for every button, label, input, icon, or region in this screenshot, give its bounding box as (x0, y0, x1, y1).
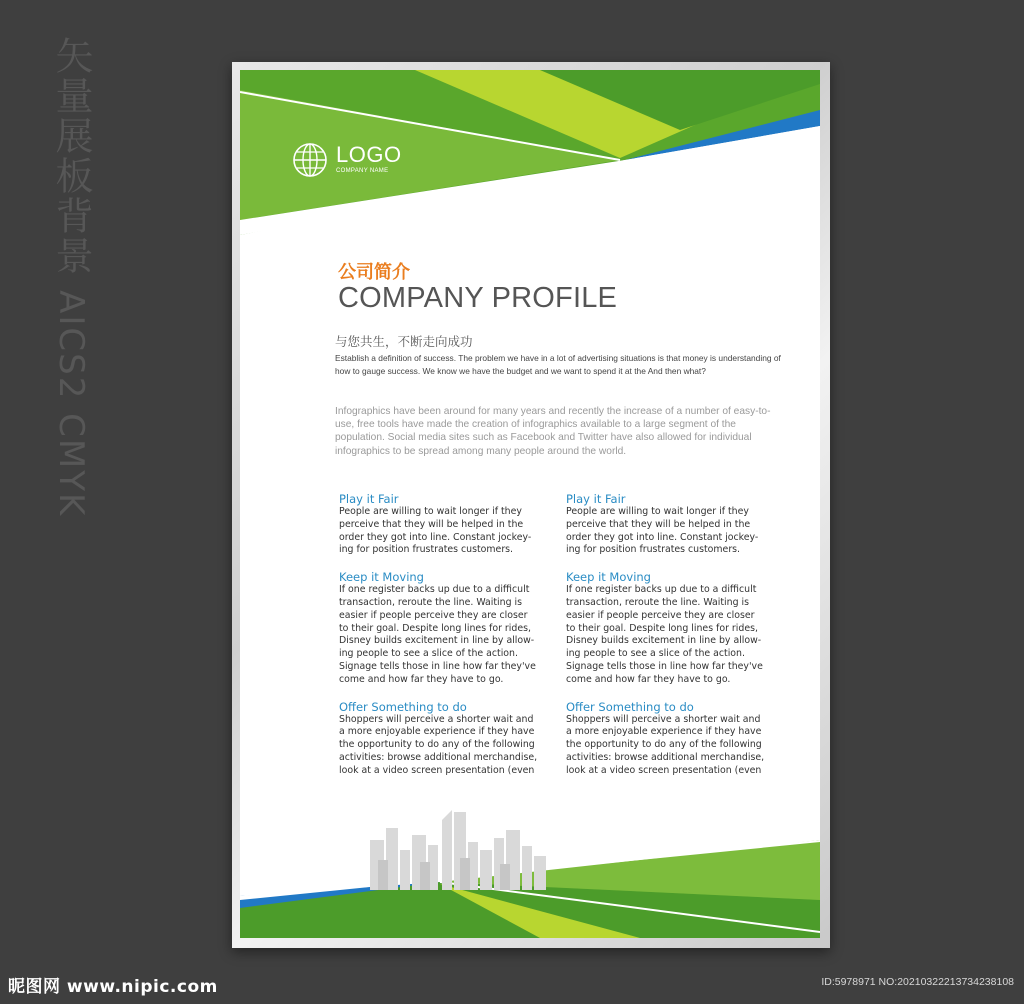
logo-company-name: COMPANY NAME (336, 168, 389, 174)
section-title: Keep it Moving (566, 570, 651, 585)
section-body: Shoppers will perceive a shorter wait and a more enjoyable experience if they have the opportunity to do any of the following activities: browse additional merchandise, look at a video screen presentation (even (339, 713, 538, 776)
section-body: If one register backs up due to a difficult transaction, reroute the line. Waiting is easier if people perceive they are closer to their goal. Despite long lines for rides, Disney builds excitement in line by allow- ing people to see a slice of the action. Signage tells those in line how far they've come and how far they have to go. (566, 584, 763, 685)
poster (240, 70, 820, 938)
slogan: 与您共生，不断走向成功 (335, 334, 473, 349)
footer-brand: 昵图网 www.nipic.com (8, 977, 218, 997)
logo-text (336, 144, 402, 176)
section-play-it-fair (566, 492, 778, 557)
side-caption-en: AICS2 CMYK (51, 290, 91, 518)
section-keep-it-moving (566, 570, 778, 686)
section-title: Keep it Moving (339, 570, 424, 585)
section-keep-it-moving (339, 570, 551, 686)
title-english: COMPANY PROFILE (338, 282, 618, 314)
intro-paragraph-light: Infographics have been around for many years and recently the increase of a number of easy-to-use, free tools have made the creation of infographics available to a large segment of the population. Social media sites such as Facebook and Twitter have also allowed for individual infographics to be spread among many people around the world. (335, 406, 771, 457)
side-caption-cn: 矢量展板背景 (49, 36, 93, 276)
city-skyline-illustration (370, 800, 560, 890)
section-title: Offer Something to do (566, 699, 694, 714)
content-column-left (339, 492, 551, 778)
section-body: Shoppers will perceive a shorter wait and a more enjoyable experience if they have the opportunity to do any of the following activities: browse additional merchandise, look at a video screen presentation (even (566, 713, 765, 776)
section-offer-something (566, 700, 778, 778)
globe-icon (292, 142, 328, 178)
side-caption (50, 36, 92, 517)
section-offer-something (339, 700, 551, 778)
footer-id: ID:5978971 NO:20210322213734238108 (821, 976, 1014, 988)
section-body: People are willing to wait longer if they perceive that they will be helped in the order they got into line. Constant jockey- ing for position frustrates customers. (339, 506, 532, 556)
section-title: Play it Fair (339, 492, 399, 506)
content-column-right (566, 492, 778, 778)
logo (292, 142, 402, 178)
title-chinese: 公司简介 (338, 262, 410, 283)
section-body: People are willing to wait longer if they perceive that they will be helped in the order they got into line. Constant jockey- ing for position frustrates customers. (566, 506, 759, 556)
section-body: If one register backs up due to a difficult transaction, reroute the line. Waiting is easier if people perceive they are closer to their goal. Despite long lines for rides, Disney builds excitement in line by allow- ing people to see a slice of the action. Signage tells those in line how far they've come and how far they have to go. (339, 584, 536, 685)
logo-main-text: LOGO (336, 142, 402, 167)
section-title: Offer Something to do (339, 699, 467, 714)
section-play-it-fair (339, 492, 551, 557)
intro-paragraph-dark: Establish a definition of success. The problem we have in a lot of advertising situations is that money is understanding of how to gauge success. We know we have the budget and we want to spend it at the And then what? (335, 353, 781, 376)
section-title: Play it Fair (566, 492, 626, 506)
